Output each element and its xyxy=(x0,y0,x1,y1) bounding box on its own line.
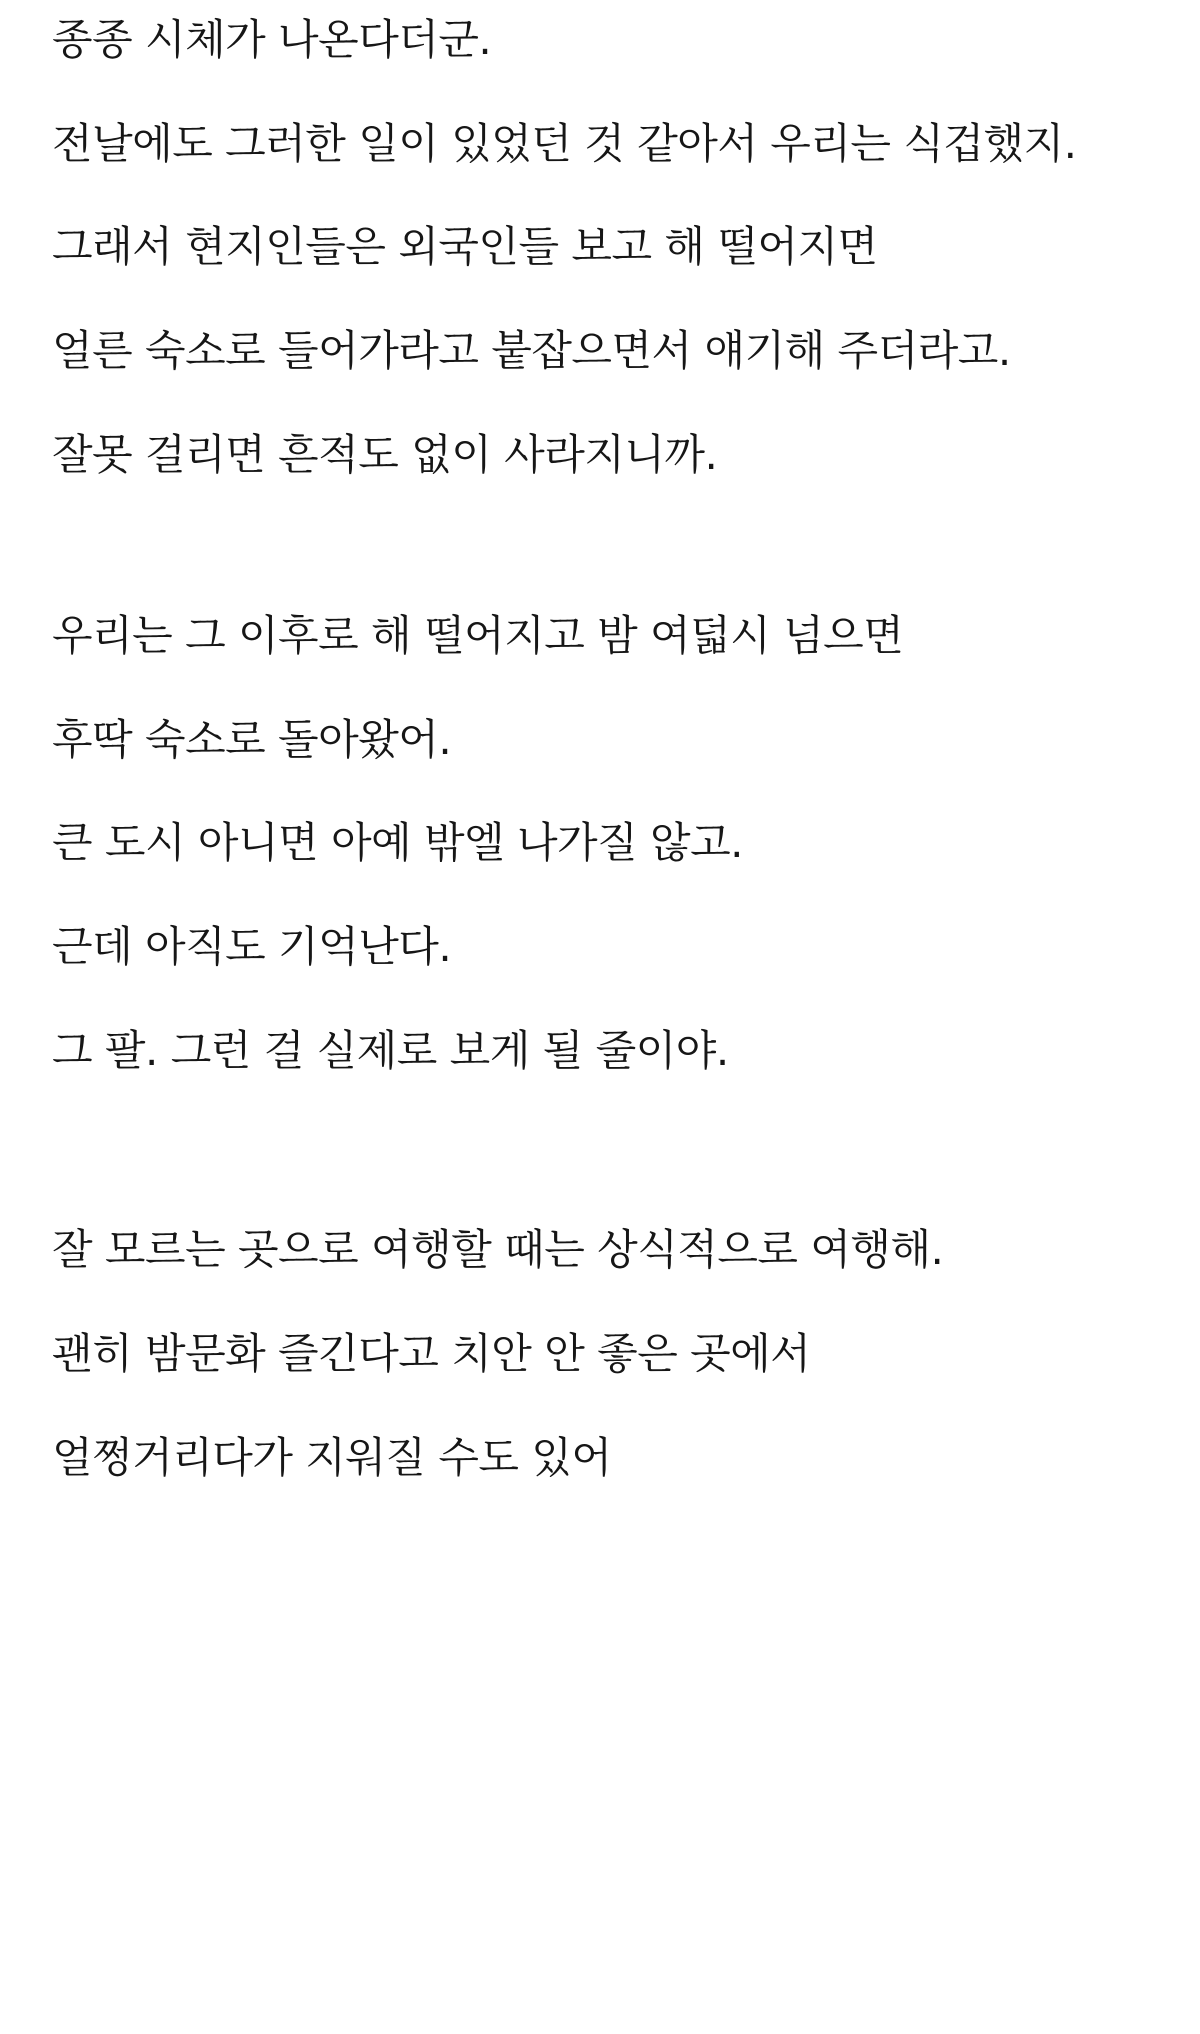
paragraph: 그 팔. 그런 걸 실제로 보게 될 줄이야. xyxy=(52,1025,729,1075)
paragraph: 우리는 그 이후로 해 떨어지고 밤 여덟시 넘으면 xyxy=(52,611,904,661)
paragraph: 후딱 숙소로 돌아왔어. xyxy=(52,714,452,764)
paragraph-gap xyxy=(52,528,1140,606)
paragraph: 근데 아직도 기억난다. xyxy=(52,922,452,971)
paragraph: 그래서 현지인들은 외국인들 보고 해 떨어지면 xyxy=(52,222,878,272)
paragraph: 큰 도시 아니면 아예 밖엘 나가질 않고. xyxy=(52,818,744,868)
paragraph: 종종 시체가 나온다더군. xyxy=(52,15,492,64)
paragraph: 얼른 숙소로 들어가라고 붙잡으면서 얘기해 주더라고. xyxy=(52,325,1011,375)
paragraph: 잘못 걸리면 흔적도 없이 사라지니까. xyxy=(52,429,718,479)
paragraph: 괜히 밤문화 즐긴다고 치안 안 좋은 곳에서 xyxy=(52,1328,811,1378)
paragraph: 잘 모르는 곳으로 여행할 때는 상식적으로 여행해. xyxy=(52,1225,944,1275)
paragraph: 얼쩡거리다가 지워질 수도 있어 xyxy=(52,1432,612,1482)
paragraph-gap xyxy=(52,1124,1140,1220)
paragraph: 전날에도 그러한 일이 있었던 것 같아서 우리는 식겁했지. xyxy=(52,118,1077,168)
